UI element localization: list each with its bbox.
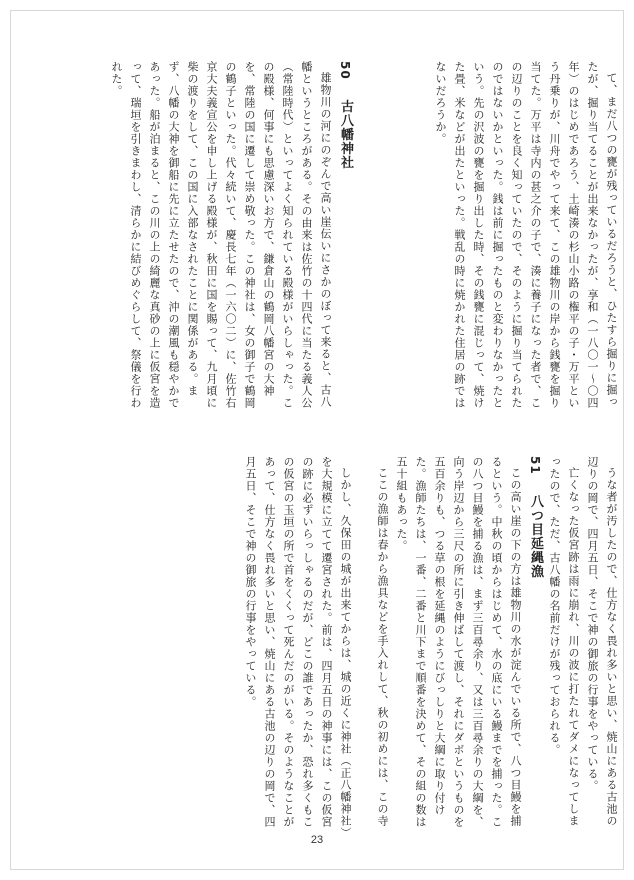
paragraph: 雄物川の河にのぞんで高い崖伝いにさかのぼって来ると、古八幡というところがある。その由来は佐竹の十四代に当たる義人公（常陸時代）といってよく知られている殿様がいらしゃった。この殿様、何事にも思慮深いお方で、鎌倉山の鶴岡八幡宮の大神を、常陸の国に遷して崇め敬った。この神社は、女の御子で鶴岡の鶴子といった。代々続いて、慶長七年（一六〇二）に、佐竹右京大夫義宣公を申し上げる殿様が、秋田に国を賜って、九月頃に柴の渡りをして、この国に入部なされたことに関係がある。まず、八幡の大神を御船に先に立たせたので、沖の潮風も穏やかであった。船が泊まると、この川の上の綺麗な真砂の上に仮宮を造って、瑞垣を引きまわし、清らかに結びめぐらして、祭儀を行われた。: [110, 61, 332, 409]
text-block-lower-left: [83, 456, 355, 836]
paragraph: この高い崖の下の方は雄物川の水が淀んでいる所で、八つ目鰻を捕るという。中秋の頃からはじめて、水の底にいる鰻までを捕った。この八つ目鰻を捕る漁は、まず三百尋余り、又は三百尋余りの大綱を、向う岸辺から三尺の所に引き伸ばして渡し、それにダボというものを五百余りも、つる草の根を延縄のようにびっしりと大綱に取り付けた。漁師たちは、一番、二番と川下まで順番を決めて、その組の数は五十組もあった。: [395, 456, 522, 828]
paragraph: うな者が汚したので、仕方なく畏れ多いと思い、焼山にある古池の辺りの岡で、四月五日、そこで神の御旅の行事をやっている。: [586, 456, 618, 827]
text-block-upper-left: [83, 61, 355, 416]
paragraph: ここの漁師は春から漁具などを手入れして、秋の初めには、この寺: [376, 467, 389, 827]
paragraph: て、まだ八つの甕が残っているだろうと、ひたすら掘りに掘ったが、掘り当てることが出来なかったが、享和（一八〇一〜〇四年）のはじめであろう、土崎湊の杉山小路の権平の子・万平という丹乗りが、川舟でやって来て、この雄物川の岸から銭甕を掘り当てた。万平は寺内の甚之介の子で、湊に養子になった者で、この辺りのことを良く知っていたので、そのように掘り当てられたのではないかといった。銭は前に掘ったものと変わりなかったという。先の沢波の甕を掘り出した時、その銭甕に混じって、焼けた畳、米などが出たといった。戦乱の時に焼かれた住居の跡ではないだろうか。: [434, 61, 618, 409]
text-block-upper-right: [371, 61, 621, 416]
page-number: 23: [310, 834, 324, 846]
text-block-lower-right: [371, 456, 621, 836]
paragraph: しかし、久保田の城が出来てからは、城の近くに神社（正八幡神社）を大規模に立てて遷宮された。前は、四月五日の神事には、この仮宮の跡に必ずいらっしゃるのだが、どこの誰であったか、恐れ多くもこの仮宮の玉垣の所で首をくくって死んだのがいる。そのようなことがあって、仕方なく畏れ多いと思い、焼山にある古池の辺りの岡で、四月五日、そこで神の御旅の行事をやっている。: [244, 456, 352, 834]
paragraph: 亡くなった仮宮跡は雨に崩れ、川の波に打たれてダメになってしまったので、ただ、古八幡の名前だけが残っておられる。: [548, 456, 580, 827]
section-heading-51: 51 八つ目延縄漁: [528, 456, 543, 579]
document-page: [10, 10, 624, 870]
section-heading-50: 50 古八幡神社: [338, 61, 353, 170]
